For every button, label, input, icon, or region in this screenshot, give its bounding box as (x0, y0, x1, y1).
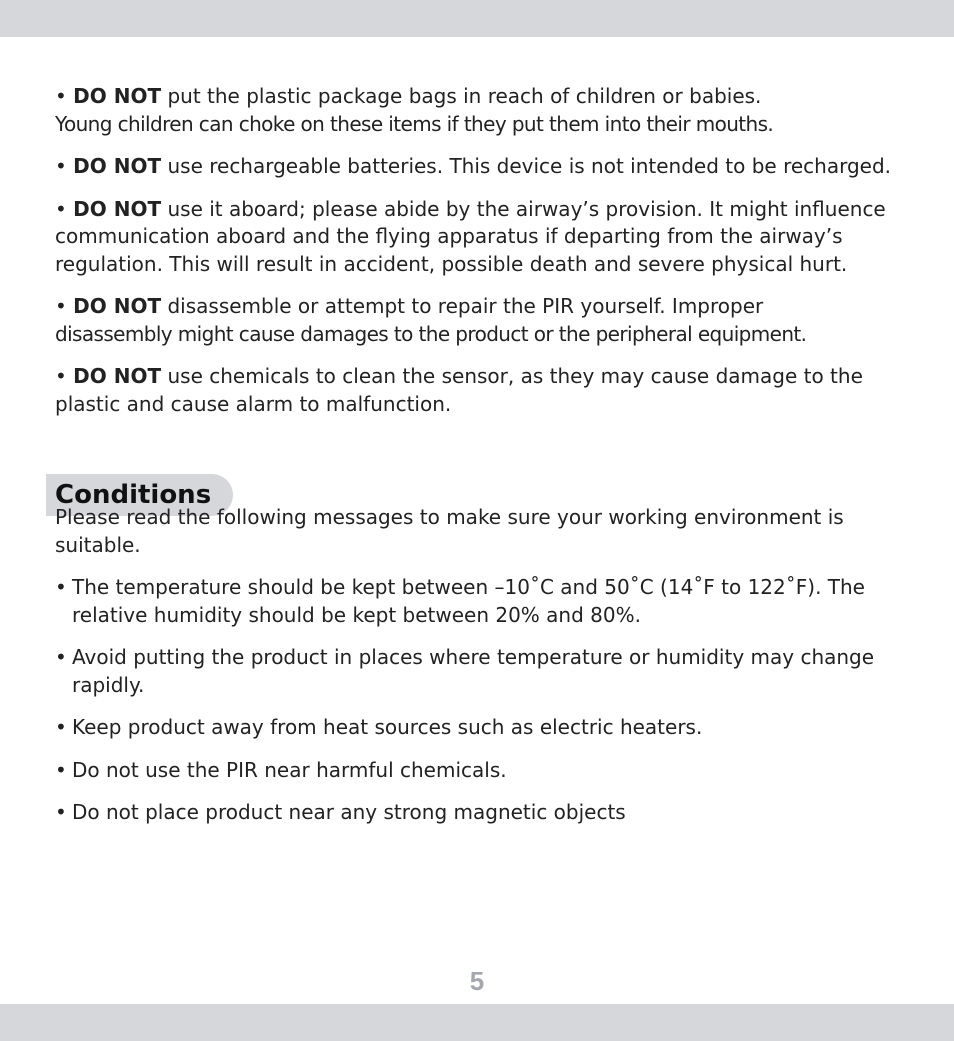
page-number: 5 (469, 966, 485, 996)
warning-prefix: DO NOT (73, 84, 162, 108)
warning-prefix: DO NOT (73, 196, 162, 221)
bullet: • (55, 800, 67, 824)
warning-text-line2: disassembly might cause damages to the product or the peripheral equipment. (55, 321, 807, 346)
bullet: • (55, 757, 67, 782)
list-item (55, 799, 903, 827)
bullet: • (55, 645, 67, 669)
list-item (55, 644, 903, 699)
warning-prefix: DO NOT (73, 364, 162, 388)
bullet: • (55, 84, 67, 108)
warning-rechargeable (55, 153, 903, 181)
list-item-text: The temperature should be kept between –10˚C and 50˚C (14˚F to 122˚F). The relative humidity should be kept between 20% and 80%. (72, 575, 865, 627)
warning-aboard (55, 196, 903, 279)
bullet: • (55, 294, 67, 318)
conditions-heading-wrap (46, 452, 903, 510)
conditions-list (55, 574, 903, 827)
list-item-text: Do not use the PIR near harmful chemicals. (72, 757, 507, 782)
warning-disassemble (55, 293, 903, 348)
list-item-text: Avoid putting the product in places where temperature or humidity may change rapidly. (72, 645, 875, 697)
warning-text: use it aboard; please abide by the airway’s provision. It might influence communication aboard and the flying apparatus if departing from the airway’s regulation. This will result in accident, possible death and severe physical hurt. (55, 196, 886, 276)
warning-prefix: DO NOT (73, 294, 162, 318)
section-heading: Conditions (46, 474, 233, 516)
list-item-text: Do not place product near any strong magnetic objects (72, 800, 626, 824)
page-content (55, 83, 903, 842)
warning-text-line1: disassemble or attempt to repair the PIR yourself. Improper (161, 294, 764, 318)
list-item (55, 757, 903, 785)
bullet: • (55, 364, 67, 388)
warning-chemicals (55, 363, 903, 418)
bullet: • (55, 715, 67, 739)
bullet: • (55, 154, 67, 178)
warning-text-line1: put the plastic package bags in reach of children or babies. (161, 84, 762, 108)
list-item-text: Keep product away from heat sources such as electric heaters. (72, 715, 703, 739)
list-item (55, 714, 903, 742)
warning-plastic-bags (55, 83, 903, 138)
warning-text: use chemicals to clean the sensor, as they may cause damage to the plastic and cause alarm to malfunction. (55, 364, 863, 416)
conditions-intro: Please read the following messages to make sure your working environment is suitable. (55, 505, 844, 557)
list-item (55, 574, 903, 629)
bullet: • (55, 575, 67, 599)
warning-prefix: DO NOT (73, 154, 162, 178)
bullet: • (55, 196, 67, 221)
top-header-band (0, 0, 954, 37)
warning-text-line2: Young children can choke on these items if they put them into their mouths. (55, 111, 774, 136)
bottom-footer-band (0, 1004, 954, 1041)
warning-text: use rechargeable batteries. This device is not intended to be recharged. (161, 154, 892, 178)
